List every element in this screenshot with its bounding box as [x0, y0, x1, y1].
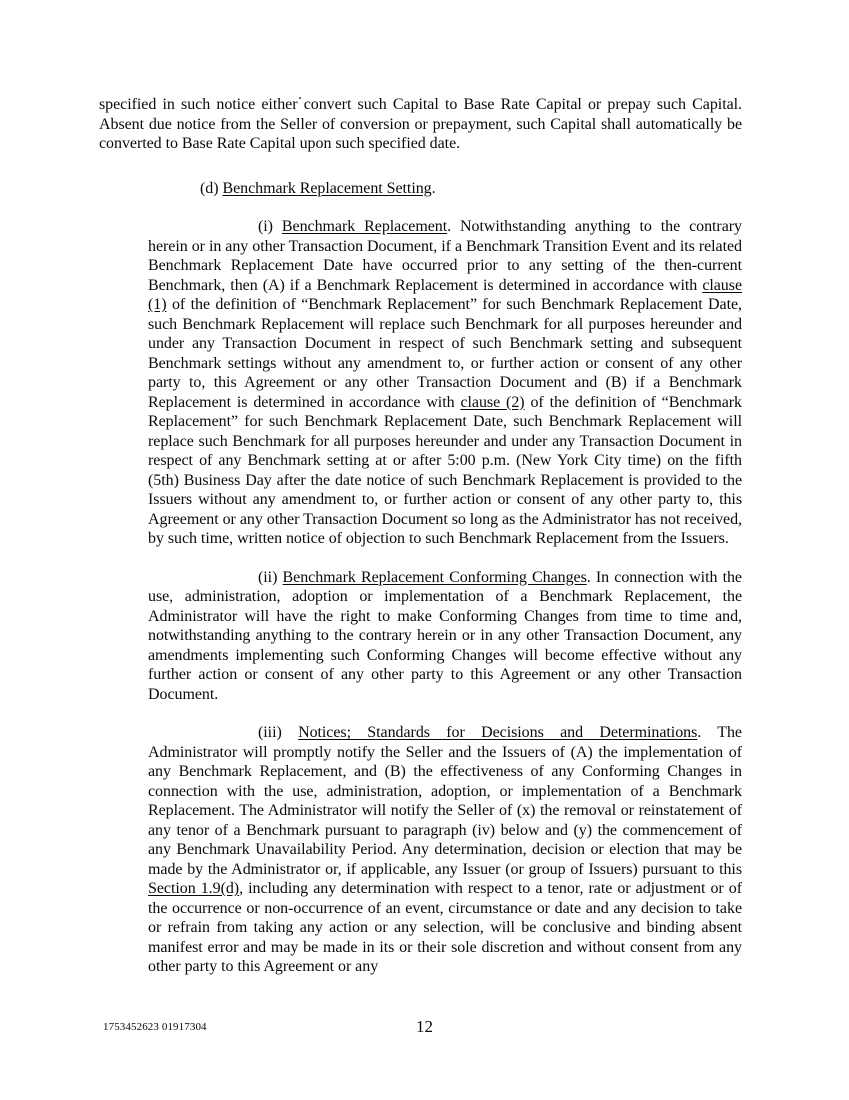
clause-ii-paragraph [148, 568, 742, 705]
subsection-d-heading [99, 179, 742, 199]
text-run: . [431, 179, 436, 197]
paragraph-continuation [99, 95, 742, 154]
text-run: of the definition of “Benchmark Replacement” for such Benchmark Replacement Date, such Benchmark Replacement will replace such Benchmark for all purposes hereunder and under any Transaction Document in respect of any Benchmark setting at or after 5:00 p.m. (New York City time) on the fifth (5th) Business Day after the date notice of such Benchmark Replacement is provided to the Issuers without any amendment to, or further action or consent of any other party to, this Agreement or any other Transaction Document so long as the Administrator has not received, by such time, written notice of objection to such Benchmark Replacement from the Issuers. [148, 393, 742, 547]
text-run: . The Administrator will promptly notify the Seller and the Issuers of (A) the implementation of any Benchmark Replacement, and (B) the effectiveness of any Conforming Changes in connection with the use, administration, adoption, or implementation of a Benchmark Replacement. The Administrator will notify the Seller of (x) the removal or reinstatement of any tenor of a Benchmark pursuant to paragraph (iv) below and (y) the commencement of any Benchmark Unavailability Period. Any determination, decision or election that may be made by the Administrator or, if applicable, any Issuer (or group of Issuers) pursuant to this [148, 724, 742, 878]
clause-i-paragraph [148, 217, 742, 549]
text-run: specified in such notice either convert such Capital to Base Rate Capital or prepay such Capital. Absent due notice from the Seller of conversion or prepayment, such Capital shall automatically be converted to Base Rate Capital upon such specified date. [99, 96, 742, 152]
underlined-text: clause (2) [460, 393, 525, 411]
document-id: 1753452623 01917304 [103, 1021, 207, 1033]
page-body [99, 95, 742, 977]
text-run: . Notwithstanding anything to the contrary herein or in any other Transaction Document, if a Benchmark Transition Event and its related Benchmark Replacement Date have occurred prior to any setting of the then-current Benchmark, then (A) if a Benchmark Replacement is determined in accordance with [148, 218, 742, 294]
page-number: 12 [416, 1017, 433, 1036]
text-run: of the definition of “Benchmark Replacement” for such Benchmark Replacement Date, such Benchmark Replacement will replace such Benchmark for all purposes hereunder and under any Transaction Document in respect of such Benchmark setting and subsequent Benchmark settings without any amendment to, or further action or consent of any other party to, this Agreement or any other Transaction Document and (B) if a Benchmark Replacement is determined in accordance with [148, 296, 742, 411]
underlined-text: Benchmark Replacement Setting [222, 179, 432, 197]
text-run: (ii) [258, 568, 283, 586]
clause-iii-paragraph [148, 723, 742, 977]
text-run: , including any determination with respect to a tenor, rate or adjustment or of the occurrence or non-occurrence of an event, circumstance or date and any decision to take or refrain from taking any action or any selection, will be conclusive and binding absent manifest error and may be made in its or their sole discretion and without consent from any other party to this Agreement or any [148, 880, 743, 975]
underlined-text: Section 1.9(d) [148, 880, 240, 897]
underlined-text: Benchmark Replacement [281, 218, 448, 235]
text-run: (d) [200, 179, 223, 197]
underlined-text: clause (1) [148, 276, 742, 313]
text-run: (i) [258, 218, 282, 235]
text-run: (iii) [258, 724, 299, 741]
text-run: . In connection with the use, administration, adoption or implementation of a Benchmark Replacement, the Administrator will have the right to make Conforming Changes from time to time and, notwithstanding anything to the contrary herein or in any other Transaction Document, any amendments implementing such Conforming Changes will become effective without any further action or consent of any other party to this Agreement or any other Transaction Document. [148, 568, 742, 703]
underlined-text: Notices; Standards for Decisions and Determinations [298, 724, 698, 741]
underlined-text: Benchmark Replacement Conforming Changes [282, 568, 587, 586]
